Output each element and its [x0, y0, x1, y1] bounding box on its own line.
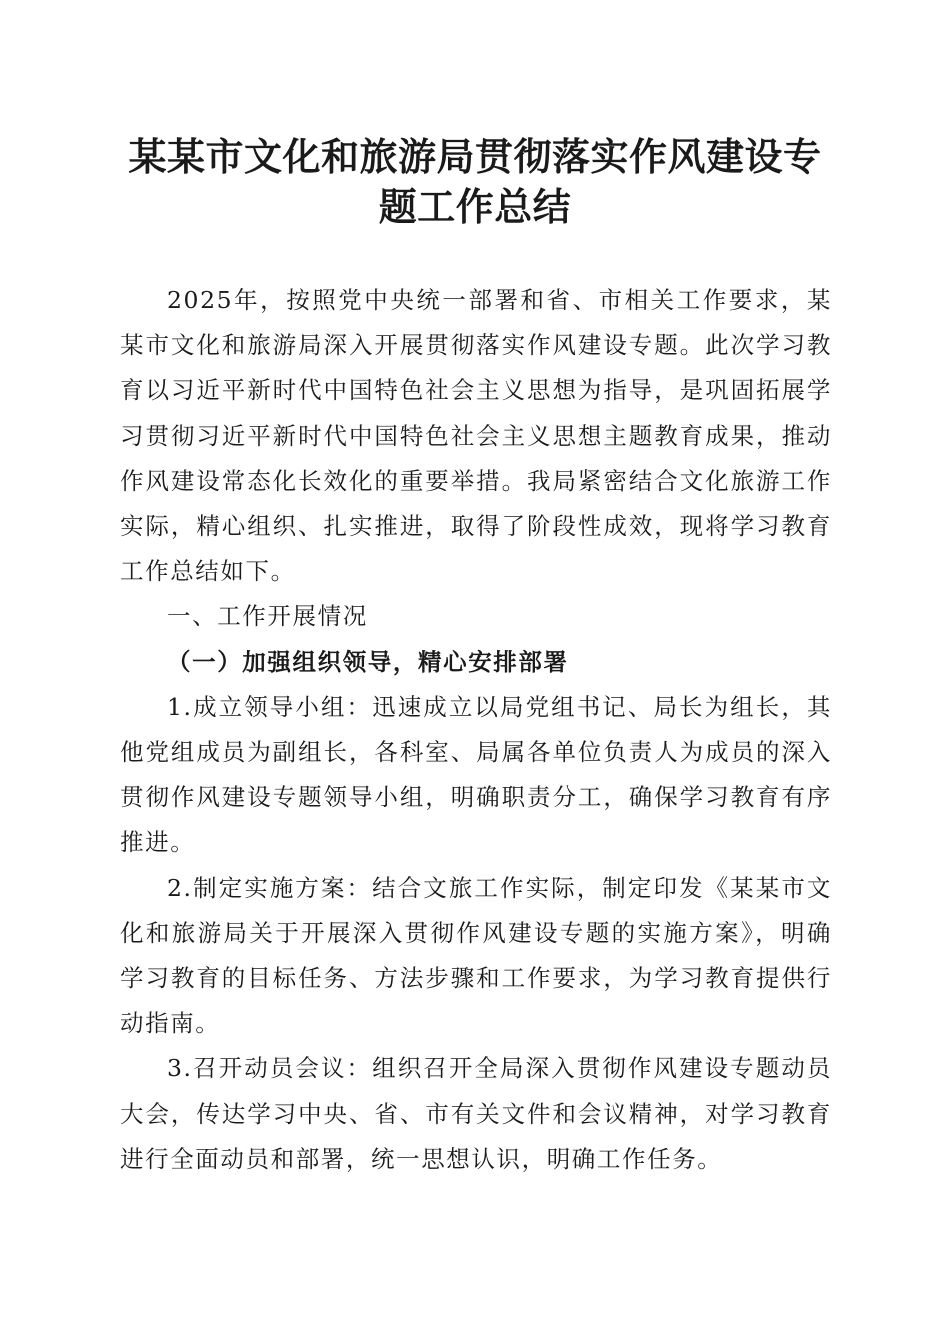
document-body — [120, 278, 832, 1182]
list-item: 1.成立领导小组：迅速成立以局党组书记、局长为组长，其他党组成员为副组长，各科室、局属各单位负责人为成员的深入贯彻作风建设专题领导小组，明确职责分工，确保学习教育有序推进。 — [120, 692, 832, 857]
list-item: 3.召开动员会议：组织召开全局深入贯彻作风建设专题动员大会，传达学习中央、省、市有关文件和会议精神，对学习教育进行全面动员和部署，统一思想认识，明确工作任务。 — [120, 1054, 832, 1173]
section-heading: 一、工作开展情况 — [167, 602, 368, 631]
subsection-heading: （一）加强组织领导，精心安排部署 — [167, 647, 569, 676]
document-title: 某某市文化和旅游局贯彻落实作风建设专题工作总结 — [128, 134, 822, 229]
intro-paragraph: 2025年，按照党中央统一部署和省、市相关工作要求，某某市文化和旅游局深入开展贯彻落实作风建设专题。此次学习教育以习近平新时代中国特色社会主义思想为指导，是巩固拓展学习贯彻习近平新时代中国特色社会主义思想主题教育成果，推动作风建设常态化长效化的重要举措。我局紧密结合文化旅游工作实际，精心组织、扎实推进，取得了阶段性成效，现将学习教育工作总结如下。 — [120, 286, 832, 586]
list-item: 2.制定实施方案：结合文旅工作实际，制定印发《某某市文化和旅游局关于开展深入贯彻作风建设专题的实施方案》，明确学习教育的目标任务、方法步骤和工作要求，为学习教育提供行动指南。 — [120, 873, 832, 1038]
